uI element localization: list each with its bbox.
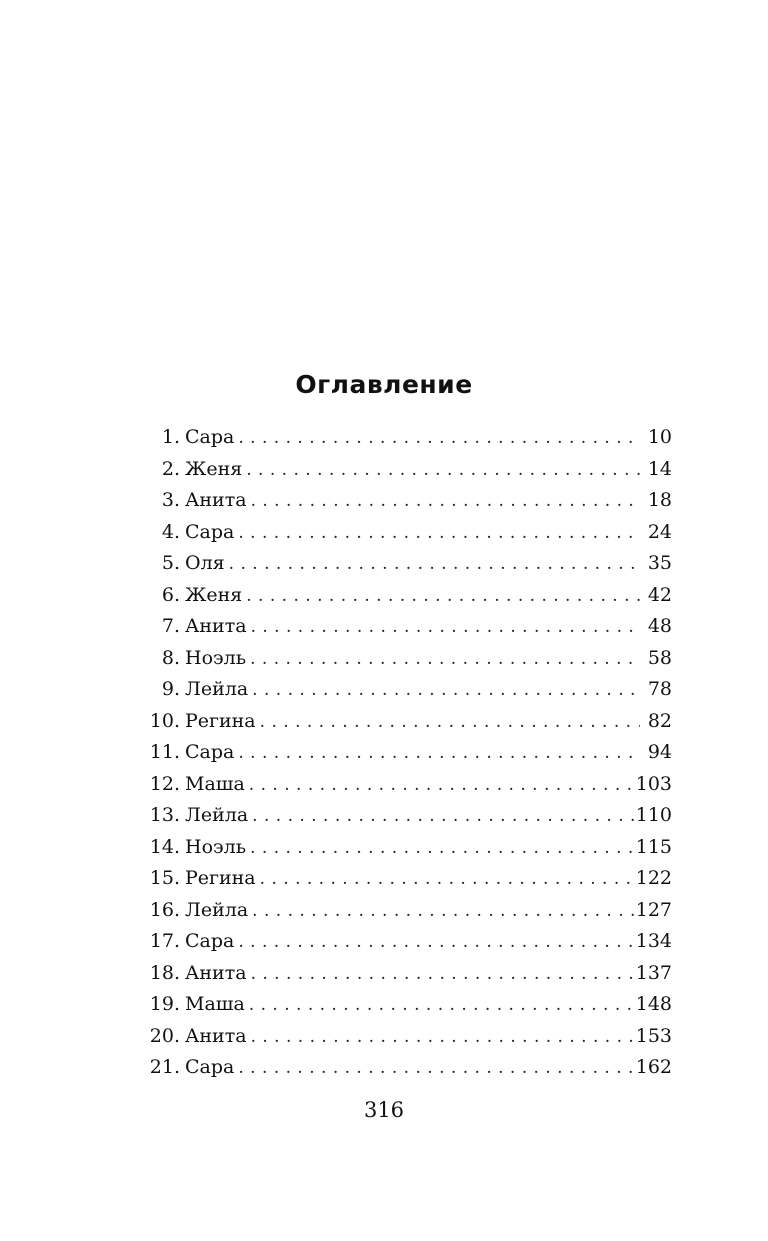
toc-entry-page: 122 (635, 867, 672, 889)
toc-entry-page: 148 (635, 993, 672, 1015)
dot-leader (238, 518, 640, 550)
toc-entry-number: 17. (149, 930, 180, 952)
toc-entry-number: 6. (161, 583, 180, 606)
dot-leader (238, 423, 640, 455)
dot-leader (249, 770, 634, 802)
toc-entry-page: 162 (635, 1056, 672, 1078)
toc-entry (140, 769, 672, 801)
toc-entry-page: 137 (635, 961, 672, 984)
toc-entry-page: 35 (647, 552, 672, 574)
toc-entry-page: 48 (647, 615, 672, 637)
toc-entry-page: 94 (647, 741, 672, 763)
dot-leader (238, 927, 633, 959)
toc-entry-page: 103 (635, 772, 672, 795)
toc-entry-number: 12. (149, 772, 180, 795)
toc-entry-title: Ноэль (185, 646, 247, 669)
dot-leader (260, 707, 640, 739)
toc-entry-page: 134 (635, 930, 672, 952)
dot-leader (251, 612, 640, 644)
toc-entry-number: 8. (161, 646, 180, 669)
toc-entry-title: Регина (185, 709, 256, 732)
dot-leader (251, 959, 634, 991)
toc-entry-title: Лейла (185, 678, 249, 700)
toc-entry-title: Анита (185, 615, 247, 637)
toc-entry-number: 13. (149, 804, 180, 826)
toc-entry-title: Маша (185, 993, 245, 1015)
toc-entry-title: Ноэль (185, 835, 247, 858)
toc-entry (140, 737, 672, 769)
toc-entry-title: Сара (185, 741, 235, 763)
toc-entry-title: Лейла (185, 898, 249, 921)
dot-leader (246, 455, 640, 487)
toc-entry-title: Сара (185, 930, 235, 952)
dot-leader (252, 675, 640, 707)
toc-entry-number: 10. (149, 709, 180, 732)
toc-entry-number: 5. (161, 552, 180, 574)
toc-entry-number: 1. (161, 426, 180, 448)
toc-entry-page: 24 (647, 520, 672, 543)
toc-entry (140, 863, 672, 895)
toc-entry-number: 3. (161, 489, 180, 511)
toc-entry-page: 10 (647, 426, 672, 448)
toc-entry (140, 1052, 672, 1084)
toc-entry (140, 422, 672, 454)
dot-leader (250, 833, 634, 865)
toc-entry (140, 517, 672, 549)
toc-entry-page: 58 (647, 646, 672, 669)
toc-entry (140, 832, 672, 864)
table-of-contents (140, 422, 672, 1084)
toc-entry-page: 18 (647, 489, 672, 511)
toc-entry-title: Сара (185, 1056, 235, 1078)
toc-entry-title: Анита (185, 1024, 247, 1047)
page-title: Оглавление (295, 370, 473, 399)
toc-entry-title: Лейла (185, 804, 249, 826)
page-number: 316 (363, 1098, 405, 1122)
toc-entry-number: 21. (149, 1056, 180, 1078)
toc-entry (140, 800, 672, 832)
dot-leader (238, 1053, 633, 1085)
toc-entry-number: 14. (149, 835, 180, 858)
toc-entry (140, 895, 672, 927)
toc-entry-title: Сара (185, 520, 235, 543)
toc-entry-number: 2. (161, 457, 180, 480)
toc-entry-number: 20. (149, 1024, 180, 1047)
toc-entry-title: Регина (185, 867, 256, 889)
toc-entry (140, 454, 672, 486)
dot-leader (238, 738, 640, 770)
toc-entry-title: Женя (185, 583, 243, 606)
toc-entry-page: 82 (647, 709, 672, 732)
toc-entry-page: 78 (647, 678, 672, 700)
toc-entry-page: 153 (635, 1024, 672, 1047)
dot-leader (252, 896, 634, 928)
toc-entry (140, 674, 672, 706)
toc-entry (140, 989, 672, 1021)
dot-leader (252, 801, 634, 833)
toc-entry-title: Анита (185, 961, 247, 984)
toc-entry-page: 42 (647, 583, 672, 606)
toc-entry (140, 926, 672, 958)
dot-leader (251, 1022, 634, 1054)
toc-entry (140, 958, 672, 990)
toc-entry-number: 4. (161, 520, 180, 543)
toc-entry (140, 643, 672, 675)
toc-entry-title: Сара (185, 426, 235, 448)
toc-entry-title: Оля (185, 552, 225, 574)
dot-leader (246, 581, 640, 613)
dot-leader (249, 990, 634, 1022)
dot-leader (251, 486, 640, 518)
toc-entry-number: 15. (149, 867, 180, 889)
dot-leader (260, 864, 634, 896)
dot-leader (250, 644, 640, 676)
toc-entry-page: 110 (635, 804, 672, 826)
dot-leader (229, 549, 640, 581)
toc-entry-title: Анита (185, 489, 247, 511)
toc-entry-number: 16. (149, 898, 180, 921)
toc-entry (140, 706, 672, 738)
toc-entry-title: Маша (185, 772, 245, 795)
toc-entry (140, 611, 672, 643)
toc-entry-number: 19. (149, 993, 180, 1015)
toc-entry-number: 11. (149, 741, 180, 763)
toc-entry (140, 1021, 672, 1053)
toc-entry-page: 115 (635, 835, 672, 858)
toc-entry-page: 14 (647, 457, 672, 480)
toc-entry (140, 580, 672, 612)
toc-entry-title: Женя (185, 457, 243, 480)
toc-entry-number: 18. (149, 961, 180, 984)
toc-entry-page: 127 (635, 898, 672, 921)
toc-entry-number: 7. (161, 615, 180, 637)
toc-entry-number: 9. (161, 678, 180, 700)
toc-entry (140, 485, 672, 517)
toc-entry (140, 548, 672, 580)
